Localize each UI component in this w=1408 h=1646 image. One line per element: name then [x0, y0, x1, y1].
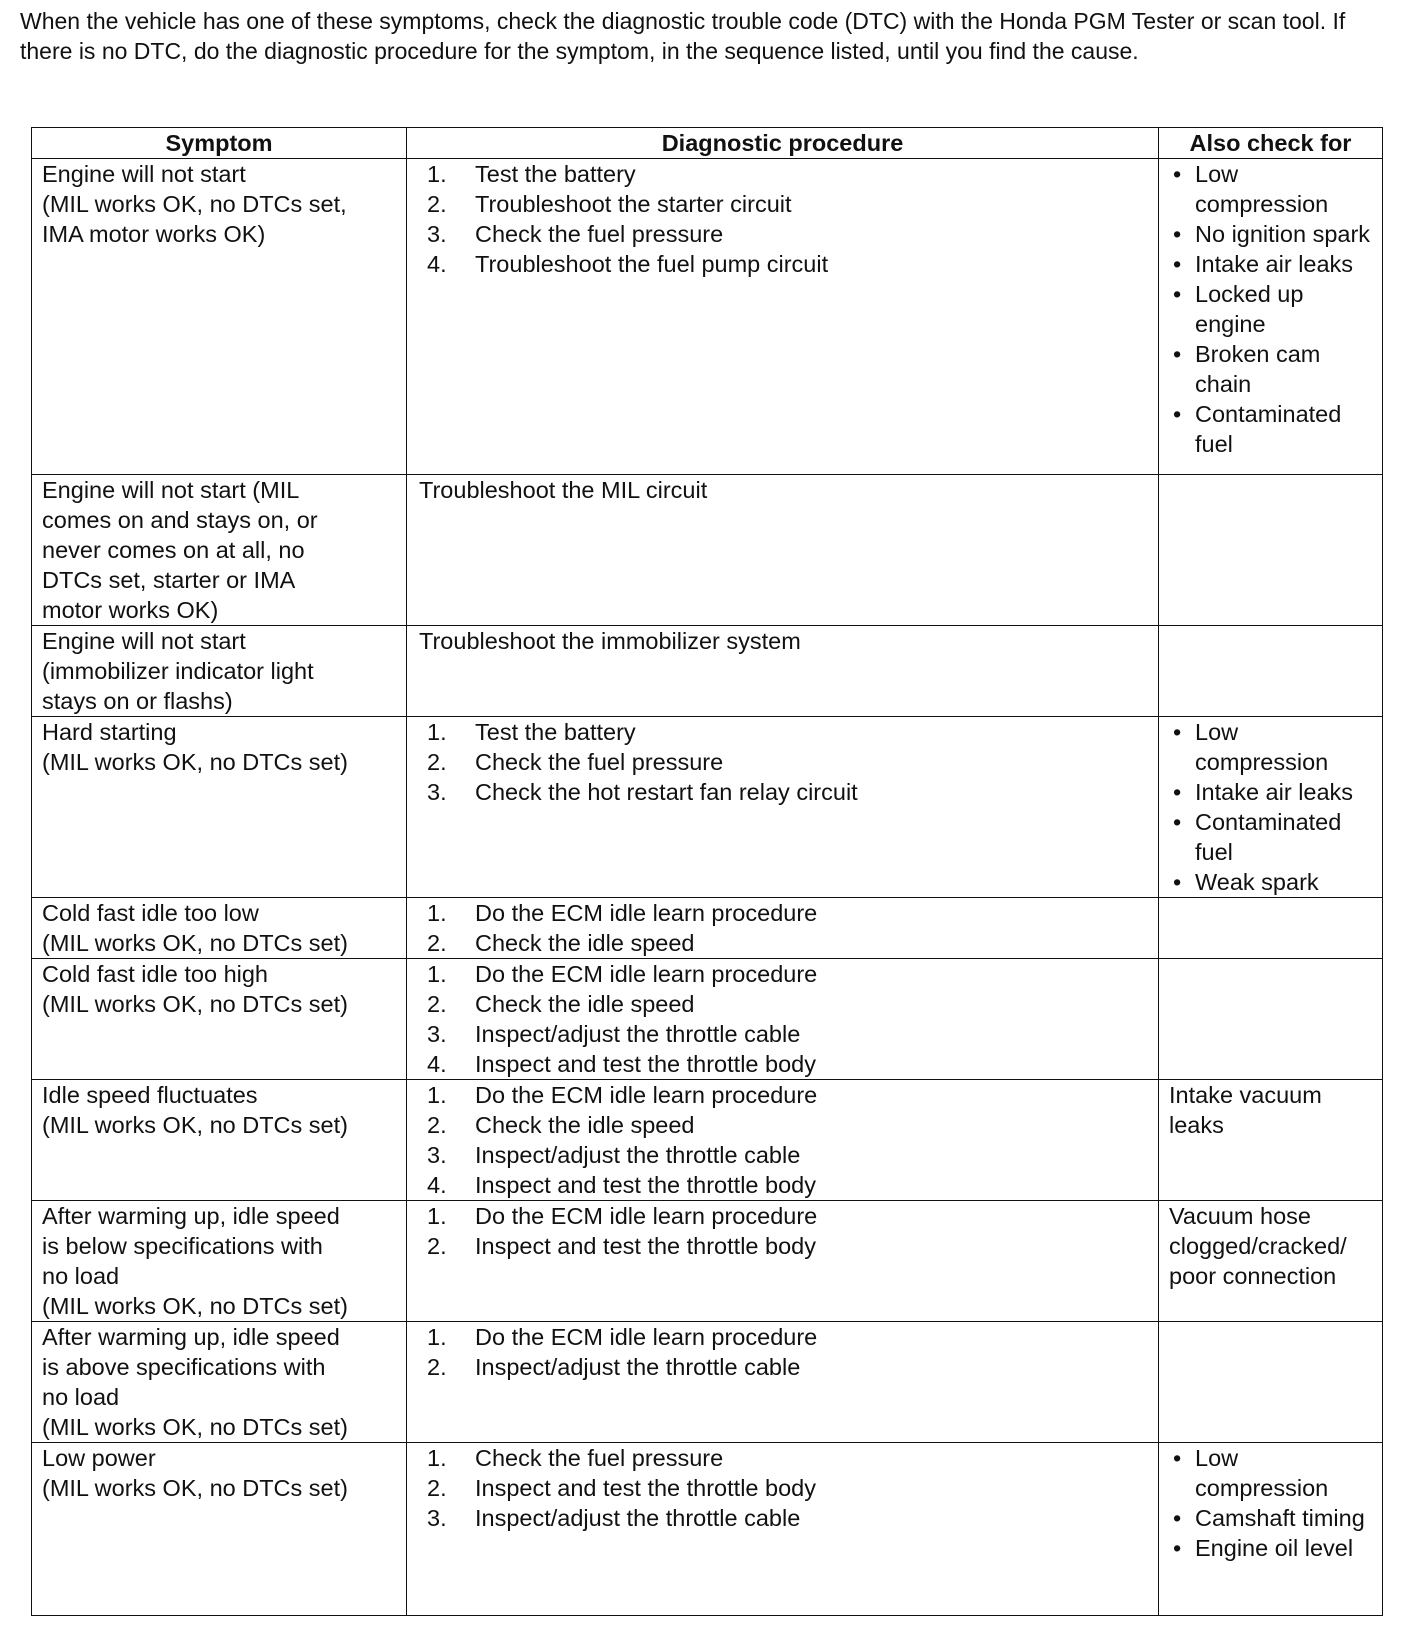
- step-text: Do the ECM idle learn procedure: [475, 1203, 818, 1229]
- symptom-line: DTCs set, starter or IMA: [42, 567, 296, 593]
- procedure-step: [427, 189, 1152, 219]
- step-number: 2.: [427, 749, 447, 775]
- table-row: [32, 1201, 1383, 1322]
- symptom-line: motor works OK): [42, 597, 219, 623]
- procedure-step: [427, 1140, 1152, 1170]
- procedure-text: Troubleshoot the MIL circuit: [419, 477, 708, 503]
- step-text: Test the battery: [475, 161, 636, 187]
- procedure-step: [427, 777, 1152, 807]
- step-text: Inspect and test the throttle body: [475, 1172, 816, 1198]
- procedure-step: [427, 1443, 1152, 1473]
- also-check-cell: [1159, 159, 1383, 475]
- step-number: 3.: [427, 1505, 447, 1531]
- bullet-icon: •: [1173, 251, 1182, 277]
- also-check-list: [1169, 159, 1376, 459]
- also-check-text: Weak spark: [1195, 869, 1319, 895]
- also-check-text: No ignition spark: [1195, 221, 1371, 247]
- also-check-item: [1169, 219, 1376, 249]
- bullet-icon: •: [1173, 221, 1182, 247]
- step-text: Do the ECM idle learn procedure: [475, 900, 818, 926]
- procedure-text: Troubleshoot the immobilizer system: [419, 628, 801, 654]
- step-text: Inspect/adjust the throttle cable: [475, 1021, 801, 1047]
- procedure-step: [427, 1019, 1152, 1049]
- symptom-line: (MIL works OK, no DTCs set): [42, 749, 348, 775]
- procedure-steps: [417, 159, 1152, 279]
- procedure-cell: [407, 475, 1159, 626]
- table-row: [32, 1080, 1383, 1201]
- procedure-steps: [417, 959, 1152, 1079]
- also-check-cell: [1159, 717, 1383, 898]
- also-check-text: Low compression: [1195, 161, 1329, 217]
- also-check-item: [1169, 807, 1376, 867]
- procedure-cell: [407, 626, 1159, 717]
- procedure-step: [427, 1201, 1152, 1231]
- procedure-steps: [417, 1443, 1152, 1533]
- symptom-line: Engine will not start (MIL: [42, 477, 300, 503]
- step-text: Inspect and test the throttle body: [475, 1475, 816, 1501]
- step-text: Check the fuel pressure: [475, 1445, 724, 1471]
- procedure-steps: [417, 1322, 1152, 1382]
- procedure-step: [427, 1170, 1152, 1200]
- procedure-step: [427, 717, 1152, 747]
- symptom-cell: [32, 898, 407, 959]
- bullet-icon: •: [1173, 1535, 1182, 1561]
- bullet-icon: •: [1173, 809, 1182, 835]
- step-text: Check the fuel pressure: [475, 749, 724, 775]
- symptom-line: Cold fast idle too low: [42, 900, 259, 926]
- procedure-step: [427, 159, 1152, 189]
- symptom-cell: [32, 717, 407, 898]
- symptom-line: After warming up, idle speed: [42, 1203, 340, 1229]
- procedure-step: [427, 1473, 1152, 1503]
- symptom-line: (MIL works OK, no DTCs set): [42, 991, 348, 1017]
- table-row: [32, 159, 1383, 475]
- step-text: Troubleshoot the fuel pump circuit: [475, 251, 829, 277]
- procedure-step: [427, 747, 1152, 777]
- symptom-line: is above specifications with: [42, 1354, 326, 1380]
- step-number: 1.: [427, 719, 447, 745]
- procedure-step: [427, 1322, 1152, 1352]
- step-number: 3.: [427, 1021, 447, 1047]
- step-text: Inspect/adjust the throttle cable: [475, 1505, 801, 1531]
- symptom-line: (MIL works OK, no DTCs set): [42, 1293, 348, 1319]
- table-header-row: [32, 128, 1383, 159]
- header-also-check-for: Also check for: [1159, 128, 1383, 159]
- table-row: [32, 475, 1383, 626]
- step-text: Check the idle speed: [475, 930, 695, 956]
- step-number: 1.: [427, 1445, 447, 1471]
- procedure-step: [427, 1231, 1152, 1261]
- bullet-icon: •: [1173, 1445, 1182, 1471]
- step-number: 1.: [427, 1082, 447, 1108]
- symptom-cell: [32, 959, 407, 1080]
- step-text: Do the ECM idle learn procedure: [475, 1324, 818, 1350]
- also-check-item: [1169, 777, 1376, 807]
- procedure-step: [427, 959, 1152, 989]
- also-check-text: Vacuum hose clogged/cracked/ poor connection: [1169, 1203, 1347, 1289]
- bullet-icon: •: [1173, 281, 1182, 307]
- symptom-cell: [32, 475, 407, 626]
- symptom-line: Idle speed fluctuates: [42, 1082, 258, 1108]
- symptom-line: Cold fast idle too high: [42, 961, 269, 987]
- also-check-text: Intake air leaks: [1195, 779, 1354, 805]
- also-check-cell: [1159, 1443, 1383, 1616]
- header-diagnostic-procedure: Diagnostic procedure: [407, 128, 1159, 159]
- symptom-line: stays on or flashs): [42, 688, 233, 714]
- step-number: 2.: [427, 1354, 447, 1380]
- symptom-cell: [32, 1080, 407, 1201]
- also-check-text: Contaminated fuel: [1195, 401, 1342, 457]
- step-number: 1.: [427, 961, 447, 987]
- procedure-step: [427, 1352, 1152, 1382]
- symptom-line: (MIL works OK, no DTCs set): [42, 1414, 348, 1440]
- symptom-cell: [32, 159, 407, 475]
- step-text: Check the idle speed: [475, 1112, 695, 1138]
- symptom-line: (MIL works OK, no DTCs set): [42, 1475, 348, 1501]
- symptom-line: Engine will not start: [42, 161, 246, 187]
- also-check-text: Intake vacuum leaks: [1169, 1082, 1322, 1138]
- bullet-icon: •: [1173, 161, 1182, 187]
- step-number: 2.: [427, 991, 447, 1017]
- also-check-item: [1169, 279, 1376, 339]
- bullet-icon: •: [1173, 341, 1182, 367]
- also-check-cell: [1159, 475, 1383, 626]
- step-number: 2.: [427, 1112, 447, 1138]
- step-text: Do the ECM idle learn procedure: [475, 1082, 818, 1108]
- symptom-line: is below specifications with: [42, 1233, 323, 1259]
- step-number: 1.: [427, 1203, 447, 1229]
- also-check-item: [1169, 717, 1376, 777]
- also-check-item: [1169, 339, 1376, 399]
- symptom-line: never comes on at all, no: [42, 537, 305, 563]
- also-check-item: [1169, 399, 1376, 459]
- symptom-line: IMA motor works OK): [42, 221, 266, 247]
- also-check-cell: [1159, 1080, 1383, 1201]
- also-check-text: Locked up engine: [1195, 281, 1304, 337]
- also-check-list: [1169, 717, 1376, 897]
- table-row: [32, 1443, 1383, 1616]
- step-text: Inspect/adjust the throttle cable: [475, 1142, 801, 1168]
- procedure-cell: [407, 1080, 1159, 1201]
- step-text: Inspect/adjust the throttle cable: [475, 1354, 801, 1380]
- symptom-line: (immobilizer indicator light: [42, 658, 314, 684]
- step-number: 3.: [427, 221, 447, 247]
- also-check-list: [1169, 1443, 1376, 1563]
- step-text: Troubleshoot the starter circuit: [475, 191, 792, 217]
- step-text: Check the hot restart fan relay circuit: [475, 779, 858, 805]
- symptom-line: no load: [42, 1263, 120, 1289]
- procedure-cell: [407, 1322, 1159, 1443]
- step-text: Inspect and test the throttle body: [475, 1233, 816, 1259]
- also-check-text: Low compression: [1195, 719, 1329, 775]
- also-check-item: [1169, 1533, 1376, 1563]
- table-body: [32, 159, 1383, 1616]
- also-check-cell: [1159, 1322, 1383, 1443]
- procedure-cell: [407, 717, 1159, 898]
- bullet-icon: •: [1173, 869, 1182, 895]
- header-symptom: Symptom: [32, 128, 407, 159]
- symptom-cell: [32, 1201, 407, 1322]
- procedure-step: [427, 928, 1152, 958]
- also-check-item: [1169, 1443, 1376, 1503]
- procedure-step: [427, 219, 1152, 249]
- procedure-step: [427, 898, 1152, 928]
- also-check-text: Engine oil level: [1195, 1535, 1354, 1561]
- procedure-cell: [407, 959, 1159, 1080]
- also-check-item: [1169, 249, 1376, 279]
- symptom-line: no load: [42, 1384, 120, 1410]
- also-check-text: Camshaft timing: [1195, 1505, 1365, 1531]
- table-row: [32, 959, 1383, 1080]
- symptom-line: Engine will not start: [42, 628, 246, 654]
- procedure-steps: [417, 1080, 1152, 1200]
- also-check-text: Contaminated fuel: [1195, 809, 1342, 865]
- symptom-line: comes on and stays on, or: [42, 507, 318, 533]
- symptom-line: (MIL works OK, no DTCs set): [42, 930, 348, 956]
- step-number: 2.: [427, 191, 447, 217]
- step-number: 2.: [427, 1233, 447, 1259]
- step-number: 3.: [427, 1142, 447, 1168]
- procedure-steps: [417, 717, 1152, 807]
- table-row: [32, 717, 1383, 898]
- procedure-cell: [407, 1201, 1159, 1322]
- step-number: 4.: [427, 251, 447, 277]
- also-check-cell: [1159, 626, 1383, 717]
- also-check-text: Low compression: [1195, 1445, 1329, 1501]
- procedure-steps: [417, 1201, 1152, 1261]
- procedure-step: [427, 249, 1152, 279]
- step-text: Check the idle speed: [475, 991, 695, 1017]
- step-number: 1.: [427, 1324, 447, 1350]
- procedure-step: [427, 989, 1152, 1019]
- procedure-cell: [407, 159, 1159, 475]
- step-number: 3.: [427, 779, 447, 805]
- procedure-cell: [407, 898, 1159, 959]
- step-text: Test the battery: [475, 719, 636, 745]
- step-text: Inspect and test the throttle body: [475, 1051, 816, 1077]
- procedure-cell: [407, 1443, 1159, 1616]
- also-check-item: [1169, 867, 1376, 897]
- bullet-icon: •: [1173, 1505, 1182, 1531]
- symptom-troubleshooting-table: [31, 127, 1383, 1616]
- symptom-cell: [32, 1443, 407, 1616]
- symptom-cell: [32, 626, 407, 717]
- symptom-line: (MIL works OK, no DTCs set,: [42, 191, 347, 217]
- table-row: [32, 626, 1383, 717]
- also-check-cell: [1159, 1201, 1383, 1322]
- symptom-line: After warming up, idle speed: [42, 1324, 340, 1350]
- step-number: 2.: [427, 1475, 447, 1501]
- table-row: [32, 898, 1383, 959]
- step-number: 2.: [427, 930, 447, 956]
- bullet-icon: •: [1173, 401, 1182, 427]
- procedure-steps: [417, 898, 1152, 958]
- also-check-cell: [1159, 959, 1383, 1080]
- symptom-line: Low power: [42, 1445, 156, 1471]
- bullet-icon: •: [1173, 719, 1182, 745]
- bullet-icon: •: [1173, 779, 1182, 805]
- procedure-step: [427, 1080, 1152, 1110]
- symptom-line: (MIL works OK, no DTCs set): [42, 1112, 348, 1138]
- also-check-text: Broken cam chain: [1195, 341, 1321, 397]
- procedure-step: [427, 1110, 1152, 1140]
- symptom-cell: [32, 1322, 407, 1443]
- procedure-step: [427, 1503, 1152, 1533]
- procedure-step: [427, 1049, 1152, 1079]
- step-number: 1.: [427, 161, 447, 187]
- also-check-item: [1169, 1503, 1376, 1533]
- step-number: 1.: [427, 900, 447, 926]
- also-check-text: Intake air leaks: [1195, 251, 1354, 277]
- step-text: Do the ECM idle learn procedure: [475, 961, 818, 987]
- step-text: Check the fuel pressure: [475, 221, 724, 247]
- also-check-cell: [1159, 898, 1383, 959]
- table-row: [32, 1322, 1383, 1443]
- step-number: 4.: [427, 1051, 447, 1077]
- also-check-item: [1169, 159, 1376, 219]
- step-number: 4.: [427, 1172, 447, 1198]
- intro-paragraph: When the vehicle has one of these symptoms, check the diagnostic trouble code (DTC) with the Honda PGM Tester or scan tool. If there is no DTC, do the diagnostic procedure for the symptom, in the sequence listed, until you find the cause.: [20, 8, 1346, 64]
- symptom-line: Hard starting: [42, 719, 177, 745]
